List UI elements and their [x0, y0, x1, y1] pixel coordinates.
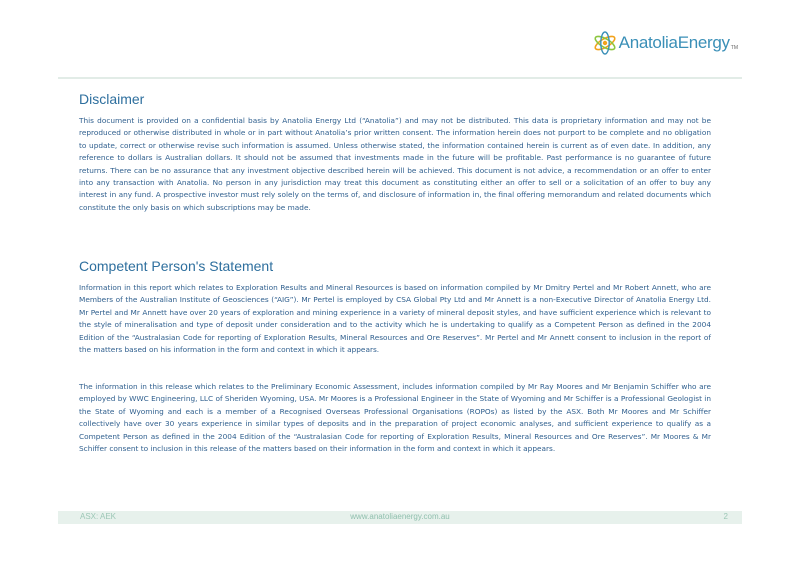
footer-website-link[interactable]: www.anatoliaenergy.com.au: [350, 512, 450, 521]
competent-person-heading: Competent Person's Statement: [79, 258, 274, 274]
page-number: 2: [723, 512, 728, 521]
disclaimer-heading: Disclaimer: [79, 91, 145, 107]
atom-logo-icon: [592, 30, 618, 56]
company-logo: [592, 30, 738, 56]
header-divider: [58, 77, 742, 79]
page-footer: [58, 511, 742, 524]
competent-person-paragraph-2: The information in this release which relates to the Preliminary Economic Assessment, includes information compiled by Mr Ray Moores and Mr Benjamin Schiffer who are employed by WWC Engineering, LLC of Sheriden Wyoming, USA. Mr Moores is a Professional Engineer in the State of Wyoming and Mr Schiffer is a Professional Geologist in the State of Wyoming and each is a member of a Recognised Overseas Professional Organisations (ROPOs) as listed by the ASX. Both Mr Moores and Mr Schiffer collectively have over 30 years experience in similar types of deposits and in the preparation of project economic analyses, and sufficient experience to qualify as a Competent Person as defined in the 2004 Edition of the “Australasian Code for reporting of Exploration Results, Mineral Resources and Ore Reserves”. Mr Moores & Mr Schiffer consent to inclusion in this release of the matters based on their information in the form and context in which it appears.: [79, 382, 711, 454]
disclaimer-paragraph: This document is provided on a confidential basis by Anatolia Energy Ltd (“Anatolia”) and may not be distributed. This data is proprietary information and may not be reproduced or otherwise distributed in whole or in part without Anatolia’s prior written consent. The information herein does not purport to be complete and no obligation to update, correct or otherwise revise such information is assumed. Unless otherwise stated, the information contained herein is current as of even date. In addition, any reference to dollars is Australian dollars. It should not be assumed that investments made in the future will be profitable. Past performance is no guarantee of future returns. There can be no assurance that any investment objective described herein will be achieved. This document is not advice, a recommendation or an offer to enter into any transaction with Anatolia. No person in any jurisdiction may treat this document as constituting either an offer to sell or a solicitation of an offer to buy any interest in any fund. A prospective investor must rely solely on the terms of, and disclosure of information in, the final offering memorandum and related documents which constitute the only basis on which subscriptions may be made.: [79, 116, 711, 212]
competent-person-paragraph-1: Information in this report which relates to Exploration Results and Mineral Resources is based on information compiled by Mr Dmitry Pertel and Mr Robert Annett, who are Members of the Australian Institute of Geosciences (“AIG”). Mr Pertel is employed by CSA Global Pty Ltd and Mr Annett is a non-Executive Director of Anatolia Energy Ltd. Mr Pertel and Mr Annett have over 20 years of exploration and mining experience in a variety of mineral deposit styles, and have sufficient experience which is relevant to the style of mineralisation and type of deposit under consideration and to the activity which he is undertaking to qualify as a Competent Person as defined in the 2004 Edition of the “Australasian Code for reporting of Exploration Results, Mineral Resources and Ore Reserves”. Mr Pertel and Mr Annett consent to inclusion in the report of the matters based on his information in the form and context in which it appears.: [79, 283, 711, 355]
logo-wordmark: AnatoliaEnergy: [618, 33, 730, 52]
logo-trademark: TM: [730, 45, 738, 51]
footer-ticker: ASX: AEK: [80, 512, 117, 521]
